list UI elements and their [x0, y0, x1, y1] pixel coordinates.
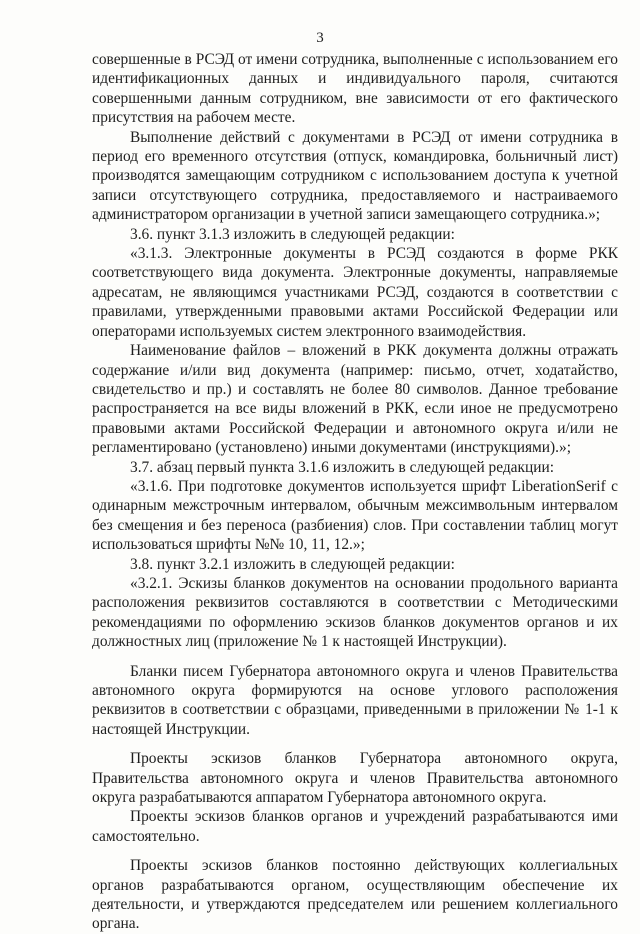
paragraph: Наименование файлов – вложений в РКК документа должны отражать содержание и/или вид документа (например: письмо, отчет, ходатайство, свидетельство и пр.) и составлять не более 80 символов. Данное требование распространяется на все виды вложений в РКК, если иное не предусмотрено правовыми актами Российской Федерации и автономного округа и/или не регламентировано (установлено) иными документами (инструкциями).»; — [92, 342, 618, 457]
paragraph: 3.6. пункт 3.1.3 изложить в следующей редакции: — [130, 225, 455, 243]
paragraph: Проекты эскизов бланков органов и учреждений разрабатываются ими самостоятельно. — [92, 808, 618, 845]
page-number: 3 — [316, 30, 324, 46]
paragraph: «3.1.3. Электронные документы в РСЭД создаются в форме РКК соответствующего вида документа. Электронные документы, направляемые адресатам, не являющимся участниками РСЭД, создаются в соответствии с правилами, утвержденными правовыми актами Российской Федерации или операторами используемых систем электронного взаимодействия. — [92, 245, 618, 340]
document-body — [92, 50, 618, 934]
paragraph: совершенные в РСЭД от имени сотрудника, выполненные с использованием его идентификационных данных и индивидуального пароля, считаются совершенными данным сотрудником, вне зависимости от его фактического присутствия на рабочем месте. — [92, 51, 618, 127]
paragraph: 3.8. пункт 3.2.1 изложить в следующей редакции: — [130, 555, 455, 573]
paragraph: 3.7. абзац первый пункта 3.1.6 изложить в следующей редакции: — [130, 458, 554, 476]
paragraph: «3.2.1. Эскизы бланков документов на основании продольного варианта расположения реквизитов составляются в соответствии с Методическими рекомендациями по оформлению эскизов бланков документов органов и их должностных лиц (приложение № 1 к настоящей Инструкции). — [92, 574, 618, 651]
paragraph: Бланки писем Губернатора автономного округа и членов Правительства автономного округа формируются на основе углового расположения реквизитов в соответствии с образцами, приведенными в приложении № 1-1 к настоящей Инструкции. — [92, 662, 618, 738]
paragraph: Выполнение действий с документами в РСЭД от имени сотрудника в период его временного отсутствия (отпуск, командировка, больничный лист) производятся замещающим сотрудником с использованием доступа к учетной записи отсутствующего сотрудника, предоставляемого и настраиваемого администратором организации в учетной записи замещающего сотрудника.»; — [92, 128, 618, 224]
paragraph: Проекты эскизов бланков постоянно действующих коллегиальных органов разрабатываются органом, осуществляющим обеспечение их деятельности, и утверждаются председателем или решением коллегиального органа. — [92, 857, 618, 933]
paragraph: «3.1.6. При подготовке документов используется шрифт LiberationSerif с одинарным межстрочным интервалом, обычным межсимвольным интервалом без смещения и без переноса (разбиения) слов. При составлении таблиц могут использоваться шрифты №№ 10, 11, 12.»; — [92, 477, 618, 554]
paragraph: Проекты эскизов бланков Губернатора автономного округа, Правительства автономного округа и членов Правительства автономного округа разрабатываются аппаратом Губернатора автономного округа. — [92, 750, 618, 807]
